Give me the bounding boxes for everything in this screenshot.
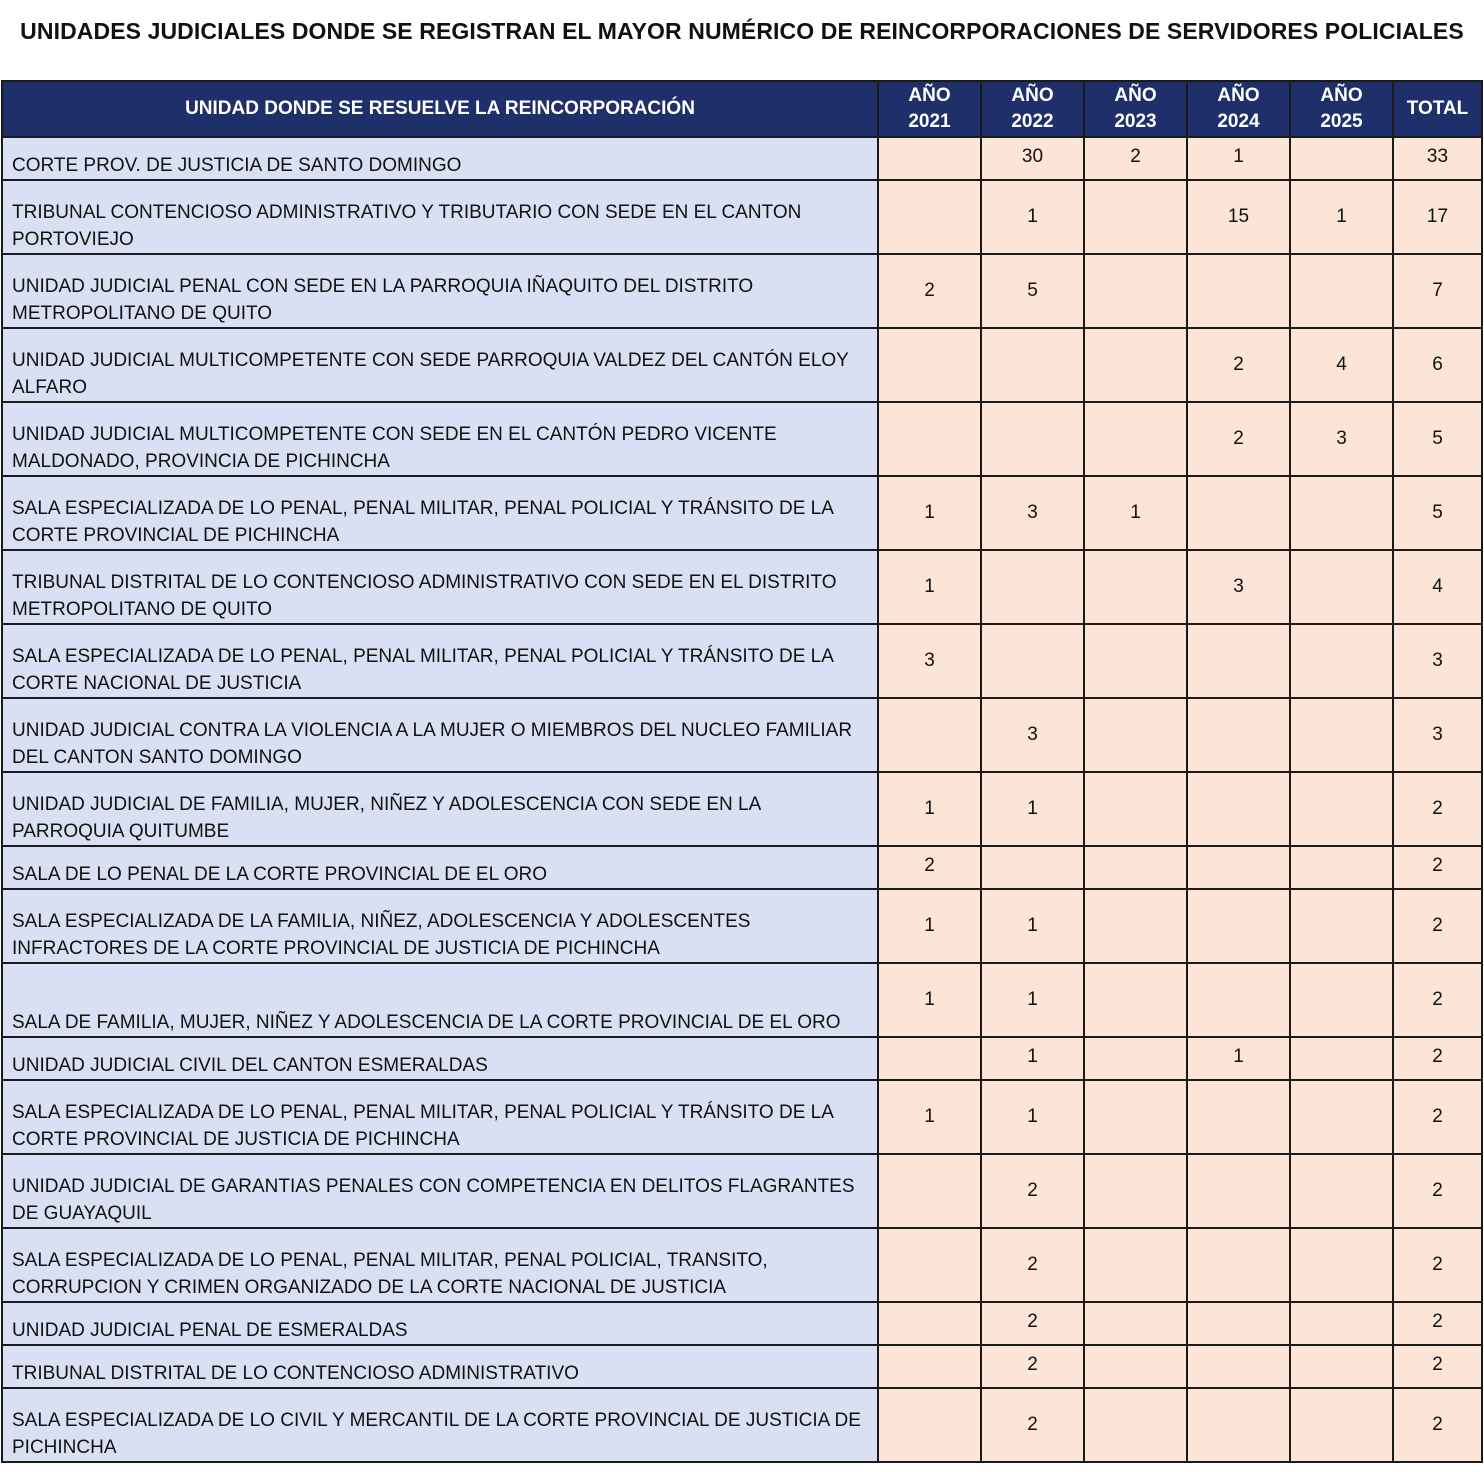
year-2025-cell (1290, 137, 1393, 180)
table-row (2, 889, 1482, 963)
year-2023-cell (1084, 1228, 1187, 1302)
column-header-year-2021 (878, 81, 981, 137)
total-cell: 2 (1393, 1302, 1482, 1345)
total-cell: 33 (1393, 137, 1482, 180)
table-row (2, 846, 1482, 889)
table-row (2, 1080, 1482, 1154)
header-year-number: 2023 (1114, 111, 1157, 132)
unit-name-cell: SALA DE FAMILIA, MUJER, NIÑEZ Y ADOLESCENCIA DE LA CORTE PROVINCIAL DE EL ORO (2, 963, 878, 1037)
unit-name-cell: SALA ESPECIALIZADA DE LO CIVIL Y MERCANTIL DE LA CORTE PROVINCIAL DE JUSTICIA DE PICHINCHA (2, 1388, 878, 1462)
unit-name-cell: UNIDAD JUDICIAL DE GARANTIAS PENALES CON COMPETENCIA EN DELITOS FLAGRANTES DE GUAYAQUIL (2, 1154, 878, 1228)
reincorporations-table (1, 80, 1483, 1463)
year-2025-cell: 1 (1290, 180, 1393, 254)
year-2022-cell (981, 846, 1084, 889)
year-2021-cell: 3 (878, 624, 981, 698)
unit-name-cell: UNIDAD JUDICIAL DE FAMILIA, MUJER, NIÑEZ Y ADOLESCENCIA CON SEDE EN LA PARROQUIA QUITUMBE (2, 772, 878, 846)
total-cell: 2 (1393, 1154, 1482, 1228)
header-row (2, 81, 1482, 137)
year-2023-cell (1084, 550, 1187, 624)
table-row (2, 963, 1482, 1037)
total-cell: 7 (1393, 254, 1482, 328)
table-row (2, 1154, 1482, 1228)
table-body (2, 137, 1482, 1462)
unit-name-cell: UNIDAD JUDICIAL MULTICOMPETENTE CON SEDE EN EL CANTÓN PEDRO VICENTE MALDONADO, PROVINCIA DE PICHINCHA (2, 402, 878, 476)
year-2023-cell (1084, 328, 1187, 402)
year-2022-cell: 30 (981, 137, 1084, 180)
table-row (2, 254, 1482, 328)
year-2021-cell (878, 1388, 981, 1462)
unit-name-cell: UNIDAD JUDICIAL PENAL DE ESMERALDAS (2, 1302, 878, 1345)
total-cell: 2 (1393, 963, 1482, 1037)
year-2024-cell: 1 (1187, 137, 1290, 180)
year-2025-cell (1290, 1345, 1393, 1388)
year-2023-cell (1084, 772, 1187, 846)
year-2021-cell (878, 137, 981, 180)
year-2025-cell (1290, 1154, 1393, 1228)
year-2021-cell: 1 (878, 772, 981, 846)
table-row (2, 180, 1482, 254)
year-2021-cell (878, 1345, 981, 1388)
header-year-label: AÑO (1011, 85, 1054, 106)
year-2024-cell (1187, 772, 1290, 846)
unit-name-cell: SALA ESPECIALIZADA DE LO PENAL, PENAL MILITAR, PENAL POLICIAL Y TRÁNSITO DE LA CORTE PROVINCIAL DE JUSTICIA DE PICHINCHA (2, 1080, 878, 1154)
unit-name-cell: CORTE PROV. DE JUSTICIA DE SANTO DOMINGO (2, 137, 878, 180)
year-2025-cell (1290, 772, 1393, 846)
table-row (2, 137, 1482, 180)
year-2024-cell: 2 (1187, 402, 1290, 476)
year-2022-cell: 1 (981, 889, 1084, 963)
column-header-year-2025 (1290, 81, 1393, 137)
year-2021-cell (878, 402, 981, 476)
unit-name-cell: TRIBUNAL DISTRITAL DE LO CONTENCIOSO ADMINISTRATIVO (2, 1345, 878, 1388)
year-2025-cell (1290, 550, 1393, 624)
year-2021-cell: 2 (878, 846, 981, 889)
year-2025-cell (1290, 254, 1393, 328)
year-2024-cell: 1 (1187, 1037, 1290, 1080)
year-2021-cell (878, 1154, 981, 1228)
year-2024-cell (1187, 476, 1290, 550)
year-2021-cell (878, 1037, 981, 1080)
year-2021-cell: 2 (878, 254, 981, 328)
unit-name-cell: UNIDAD JUDICIAL CIVIL DEL CANTON ESMERALDAS (2, 1037, 878, 1080)
total-cell: 3 (1393, 624, 1482, 698)
table-row (2, 772, 1482, 846)
page-title: UNIDADES JUDICIALES DONDE SE REGISTRAN EL MAYOR NUMÉRICO DE REINCORPORACIONES DE SERVIDORES POLICIALES (20, 18, 1464, 44)
year-2025-cell (1290, 476, 1393, 550)
unit-name-cell: TRIBUNAL CONTENCIOSO ADMINISTRATIVO Y TRIBUTARIO CON SEDE EN EL CANTON PORTOVIEJO (2, 180, 878, 254)
year-2021-cell: 1 (878, 550, 981, 624)
year-2024-cell (1187, 1154, 1290, 1228)
year-2022-cell: 3 (981, 698, 1084, 772)
year-2025-cell (1290, 1228, 1393, 1302)
column-header-unit: UNIDAD DONDE SE RESUELVE LA REINCORPORACIÓN (2, 81, 878, 137)
unit-name-cell: SALA DE LO PENAL DE LA CORTE PROVINCIAL DE EL ORO (2, 846, 878, 889)
total-cell: 2 (1393, 889, 1482, 963)
column-header-year-2024 (1187, 81, 1290, 137)
year-2023-cell (1084, 698, 1187, 772)
year-2021-cell: 1 (878, 476, 981, 550)
year-2025-cell (1290, 624, 1393, 698)
year-2022-cell: 1 (981, 772, 1084, 846)
table-row (2, 328, 1482, 402)
year-2023-cell (1084, 1345, 1187, 1388)
header-year-number: 2022 (1011, 111, 1054, 132)
total-cell: 2 (1393, 772, 1482, 846)
header-year-number: 2021 (908, 111, 951, 132)
table-row (2, 624, 1482, 698)
unit-name-cell: TRIBUNAL DISTRITAL DE LO CONTENCIOSO ADMINISTRATIVO CON SEDE EN EL DISTRITO METROPOLITANO DE QUITO (2, 550, 878, 624)
total-cell: 17 (1393, 180, 1482, 254)
year-2023-cell (1084, 846, 1187, 889)
total-cell: 2 (1393, 1037, 1482, 1080)
year-2025-cell (1290, 1080, 1393, 1154)
unit-name-cell: SALA ESPECIALIZADA DE LO PENAL, PENAL MILITAR, PENAL POLICIAL Y TRÁNSITO DE LA CORTE PROVINCIAL DE PICHINCHA (2, 476, 878, 550)
year-2024-cell: 2 (1187, 328, 1290, 402)
header-year-number: 2024 (1217, 111, 1260, 132)
total-cell: 3 (1393, 698, 1482, 772)
table-row (2, 1037, 1482, 1080)
year-2023-cell (1084, 1388, 1187, 1462)
total-cell: 6 (1393, 328, 1482, 402)
year-2022-cell: 2 (981, 1388, 1084, 1462)
header-year-label: AÑO (1217, 85, 1260, 106)
year-2022-cell: 5 (981, 254, 1084, 328)
header-year-number: 2025 (1320, 111, 1363, 132)
year-2024-cell (1187, 698, 1290, 772)
year-2024-cell (1187, 1345, 1290, 1388)
unit-name-cell: SALA ESPECIALIZADA DE LA FAMILIA, NIÑEZ, ADOLESCENCIA Y ADOLESCENTES INFRACTORES DE LA CORTE PROVINCIAL DE JUSTICIA DE PICHINCHA (2, 889, 878, 963)
year-2022-cell (981, 402, 1084, 476)
year-2022-cell: 1 (981, 180, 1084, 254)
year-2022-cell: 1 (981, 963, 1084, 1037)
year-2022-cell (981, 550, 1084, 624)
unit-name-cell: UNIDAD JUDICIAL MULTICOMPETENTE CON SEDE PARROQUIA VALDEZ DEL CANTÓN ELOY ALFARO (2, 328, 878, 402)
total-cell: 2 (1393, 846, 1482, 889)
year-2023-cell (1084, 1080, 1187, 1154)
unit-name-cell: SALA ESPECIALIZADA DE LO PENAL, PENAL MILITAR, PENAL POLICIAL, TRANSITO, CORRUPCION Y CRIMEN ORGANIZADO DE LA CORTE NACIONAL DE JUSTICIA (2, 1228, 878, 1302)
year-2024-cell: 15 (1187, 180, 1290, 254)
table-row (2, 1302, 1482, 1345)
year-2025-cell (1290, 889, 1393, 963)
table-row (2, 1228, 1482, 1302)
total-cell: 2 (1393, 1388, 1482, 1462)
total-cell: 4 (1393, 550, 1482, 624)
year-2022-cell (981, 328, 1084, 402)
year-2021-cell (878, 180, 981, 254)
unit-name-cell: UNIDAD JUDICIAL CONTRA LA VIOLENCIA A LA MUJER O MIEMBROS DEL NUCLEO FAMILIAR DEL CANTON SANTO DOMINGO (2, 698, 878, 772)
year-2024-cell (1187, 846, 1290, 889)
year-2022-cell: 3 (981, 476, 1084, 550)
column-header-total: TOTAL (1393, 81, 1482, 137)
year-2025-cell (1290, 1388, 1393, 1462)
year-2024-cell (1187, 254, 1290, 328)
year-2021-cell: 1 (878, 1080, 981, 1154)
year-2024-cell (1187, 1228, 1290, 1302)
total-cell: 5 (1393, 402, 1482, 476)
total-cell: 2 (1393, 1080, 1482, 1154)
table-row (2, 1388, 1482, 1462)
year-2023-cell: 1 (1084, 476, 1187, 550)
year-2021-cell: 1 (878, 963, 981, 1037)
year-2025-cell (1290, 963, 1393, 1037)
year-2025-cell: 4 (1290, 328, 1393, 402)
column-header-year-2023 (1084, 81, 1187, 137)
year-2021-cell (878, 1302, 981, 1345)
year-2021-cell: 1 (878, 889, 981, 963)
year-2022-cell: 2 (981, 1345, 1084, 1388)
total-cell: 2 (1393, 1228, 1482, 1302)
year-2023-cell: 2 (1084, 137, 1187, 180)
year-2024-cell (1187, 889, 1290, 963)
year-2022-cell: 1 (981, 1037, 1084, 1080)
year-2021-cell (878, 1228, 981, 1302)
year-2022-cell: 2 (981, 1228, 1084, 1302)
year-2024-cell: 3 (1187, 550, 1290, 624)
year-2023-cell (1084, 180, 1187, 254)
year-2024-cell (1187, 963, 1290, 1037)
year-2025-cell: 3 (1290, 402, 1393, 476)
year-2023-cell (1084, 402, 1187, 476)
year-2025-cell (1290, 1302, 1393, 1345)
year-2022-cell: 2 (981, 1302, 1084, 1345)
year-2025-cell (1290, 846, 1393, 889)
year-2023-cell (1084, 624, 1187, 698)
table-row (2, 476, 1482, 550)
header-year-label: AÑO (1320, 85, 1363, 106)
header-year-label: AÑO (908, 85, 951, 106)
year-2021-cell (878, 698, 981, 772)
year-2024-cell (1187, 1080, 1290, 1154)
header-year-label: AÑO (1114, 85, 1157, 106)
year-2025-cell (1290, 1037, 1393, 1080)
total-cell: 5 (1393, 476, 1482, 550)
table-row (2, 698, 1482, 772)
year-2021-cell (878, 328, 981, 402)
table-row (2, 1345, 1482, 1388)
year-2022-cell: 2 (981, 1154, 1084, 1228)
year-2024-cell (1187, 624, 1290, 698)
year-2023-cell (1084, 1302, 1187, 1345)
year-2023-cell (1084, 1154, 1187, 1228)
table-row (2, 402, 1482, 476)
unit-name-cell: UNIDAD JUDICIAL PENAL CON SEDE EN LA PARROQUIA IÑAQUITO DEL DISTRITO METROPOLITANO DE QUITO (2, 254, 878, 328)
year-2023-cell (1084, 254, 1187, 328)
year-2023-cell (1084, 1037, 1187, 1080)
year-2025-cell (1290, 698, 1393, 772)
year-2022-cell: 1 (981, 1080, 1084, 1154)
year-2023-cell (1084, 889, 1187, 963)
total-cell: 2 (1393, 1345, 1482, 1388)
year-2022-cell (981, 624, 1084, 698)
year-2023-cell (1084, 963, 1187, 1037)
year-2024-cell (1187, 1302, 1290, 1345)
year-2024-cell (1187, 1388, 1290, 1462)
column-header-year-2022 (981, 81, 1084, 137)
table-row (2, 550, 1482, 624)
unit-name-cell: SALA ESPECIALIZADA DE LO PENAL, PENAL MILITAR, PENAL POLICIAL Y TRÁNSITO DE LA CORTE NACIONAL DE JUSTICIA (2, 624, 878, 698)
